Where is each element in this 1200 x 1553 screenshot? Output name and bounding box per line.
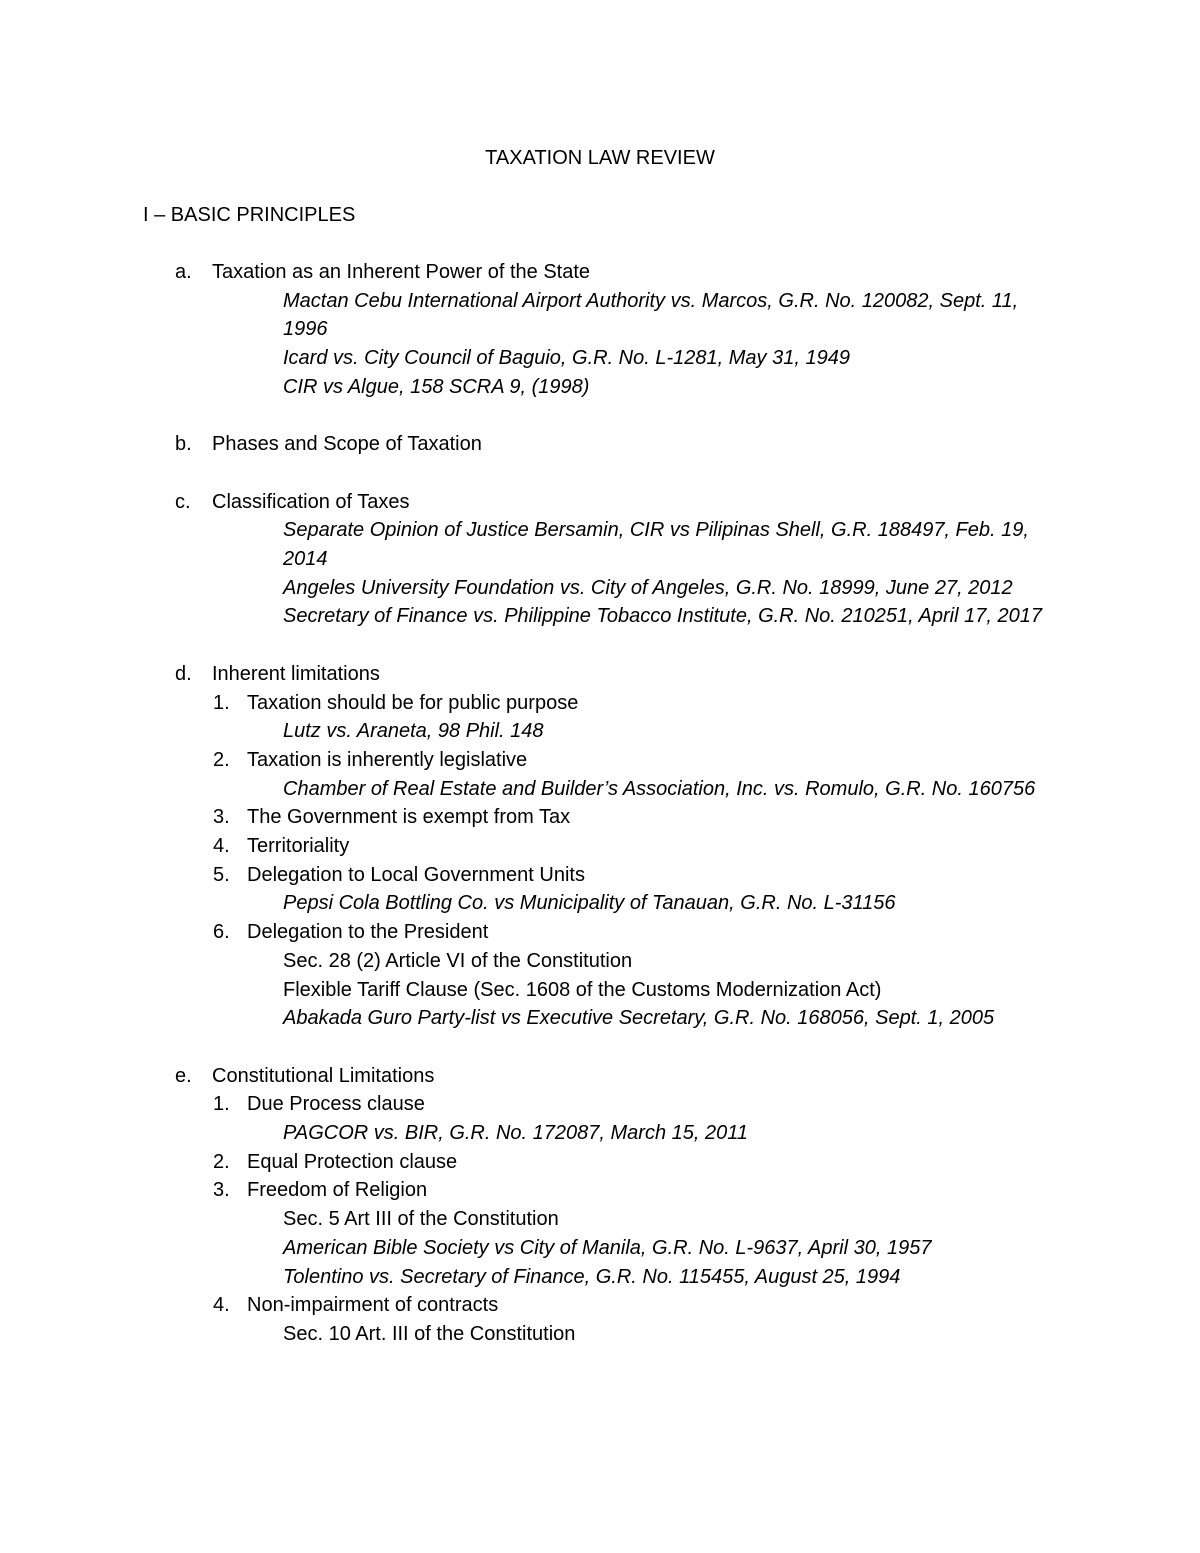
outline-item-d: [0, 660, 1200, 1033]
outline-item-e: [0, 1062, 1200, 1349]
outline-item-heading: [0, 660, 1200, 689]
sub-item-marker: 3.: [213, 1179, 230, 1202]
item-marker: c.: [175, 490, 191, 513]
sub-item-marker: 2.: [213, 1150, 230, 1173]
legal-reference: Sec. 5 Art III of the Constitution: [283, 1208, 559, 1231]
spacer: [0, 402, 1200, 431]
item-marker: e.: [175, 1064, 192, 1087]
item-label: Inherent limitations: [212, 662, 380, 685]
sub-item-label: Taxation should be for public purpose: [247, 691, 579, 714]
sub-item: [0, 918, 1200, 947]
item-label: Taxation as an Inherent Power of the State: [212, 261, 591, 283]
case-citation: Secretary of Finance vs. Philippine Tobacco Institute, G.R. No. 210251, April 17, 2017: [283, 605, 1042, 628]
sub-item-marker: 3.: [213, 806, 230, 829]
outline-item-a: [0, 258, 1200, 402]
item-label: Phases and Scope of Taxation: [212, 433, 482, 456]
outline-item-b: [0, 430, 1200, 459]
outline-list: [0, 258, 1200, 1349]
case-citation: Separate Opinion of Justice Bersamin, CIR vs Pilipinas Shell, G.R. 188497, Feb. 19, 2014: [283, 519, 1029, 570]
sub-item-label: The Government is exempt from Tax: [247, 806, 571, 829]
sub-item-marker: 5.: [213, 863, 230, 886]
sub-item-label: Taxation is inherently legislative: [247, 748, 528, 771]
sub-item: [0, 1090, 1200, 1119]
case-citation: CIR vs Algue, 158 SCRA 9, (1998): [283, 375, 590, 398]
case-citation: Chamber of Real Estate and Builder’s Association, Inc. vs. Romulo, G.R. No. 160756: [283, 777, 1036, 800]
case-citation: Abakada Guro Party-list vs Executive Secretary, G.R. No. 168056, Sept. 1, 2005: [283, 1007, 995, 1030]
spacer: [0, 631, 1200, 660]
sub-item: [0, 1176, 1200, 1205]
legal-reference: Flexible Tariff Clause (Sec. 1608 of the Customs Modernization Act): [283, 978, 882, 1001]
section-heading: I – BASIC PRINCIPLES: [143, 204, 356, 226]
sub-item: [0, 689, 1200, 718]
sub-item-marker: 6.: [213, 921, 230, 944]
case-citation: Lutz vs. Araneta, 98 Phil. 148: [283, 720, 544, 743]
legal-reference: Sec. 28 (2) Article VI of the Constitution: [283, 949, 633, 972]
outline-item-heading: [0, 258, 1200, 287]
spacer: [0, 1033, 1200, 1062]
outline-item-c: [0, 488, 1200, 632]
sub-item-label: Equal Protection clause: [247, 1150, 458, 1173]
sub-item-label: Non-impairment of contracts: [247, 1294, 499, 1317]
sub-item-marker: 2.: [213, 748, 230, 771]
case-citation: PAGCOR vs. BIR, G.R. No. 172087, March 15, 2011: [283, 1122, 749, 1145]
sub-item-marker: 4.: [213, 1294, 230, 1317]
sub-item: [0, 832, 1200, 861]
sub-item-marker: 4.: [213, 835, 230, 858]
outline-item-heading: [0, 488, 1200, 517]
sub-item-label: Territoriality: [247, 835, 350, 858]
sub-item: [0, 746, 1200, 775]
sub-item-label: Freedom of Religion: [247, 1179, 428, 1202]
document-title: TAXATION LAW REVIEW: [485, 147, 715, 169]
sub-item: [0, 1148, 1200, 1177]
item-label: Classification of Taxes: [212, 490, 410, 513]
sub-item: [0, 803, 1200, 832]
sub-item-marker: 1.: [213, 1093, 230, 1116]
case-citation: American Bible Society vs City of Manila, G.R. No. L-9637, April 30, 1957: [283, 1236, 932, 1259]
case-citation: Mactan Cebu International Airport Authority vs. Marcos, G.R. No. 120082, Sept. 11, 1996: [283, 289, 1019, 341]
legal-reference: Sec. 10 Art. III of the Constitution: [283, 1322, 576, 1345]
case-citation: Icard vs. City Council of Baguio, G.R. No. L-1281, May 31, 1949: [283, 347, 850, 370]
sub-item: [0, 861, 1200, 890]
case-citation: Pepsi Cola Bottling Co. vs Municipality of Tanauan, G.R. No. L-31156: [283, 892, 896, 915]
item-marker: d.: [175, 662, 192, 685]
item-marker: b.: [175, 433, 192, 456]
sub-item-marker: 1.: [213, 691, 230, 714]
case-citation: Angeles University Foundation vs. City of Angeles, G.R. No. 18999, June 27, 2012: [283, 576, 1013, 599]
sub-item: [0, 1291, 1200, 1320]
sub-item-label: Delegation to the President: [247, 921, 489, 944]
outline-item-heading: [0, 430, 1200, 459]
case-citation: Tolentino vs. Secretary of Finance, G.R. No. 115455, August 25, 1994: [283, 1265, 901, 1288]
sub-item-label: Due Process clause: [247, 1093, 425, 1116]
item-label: Constitutional Limitations: [212, 1064, 435, 1087]
sub-item-label: Delegation to Local Government Units: [247, 863, 585, 886]
spacer: [0, 459, 1200, 488]
item-marker: a.: [175, 261, 192, 283]
outline-item-heading: [0, 1062, 1200, 1091]
